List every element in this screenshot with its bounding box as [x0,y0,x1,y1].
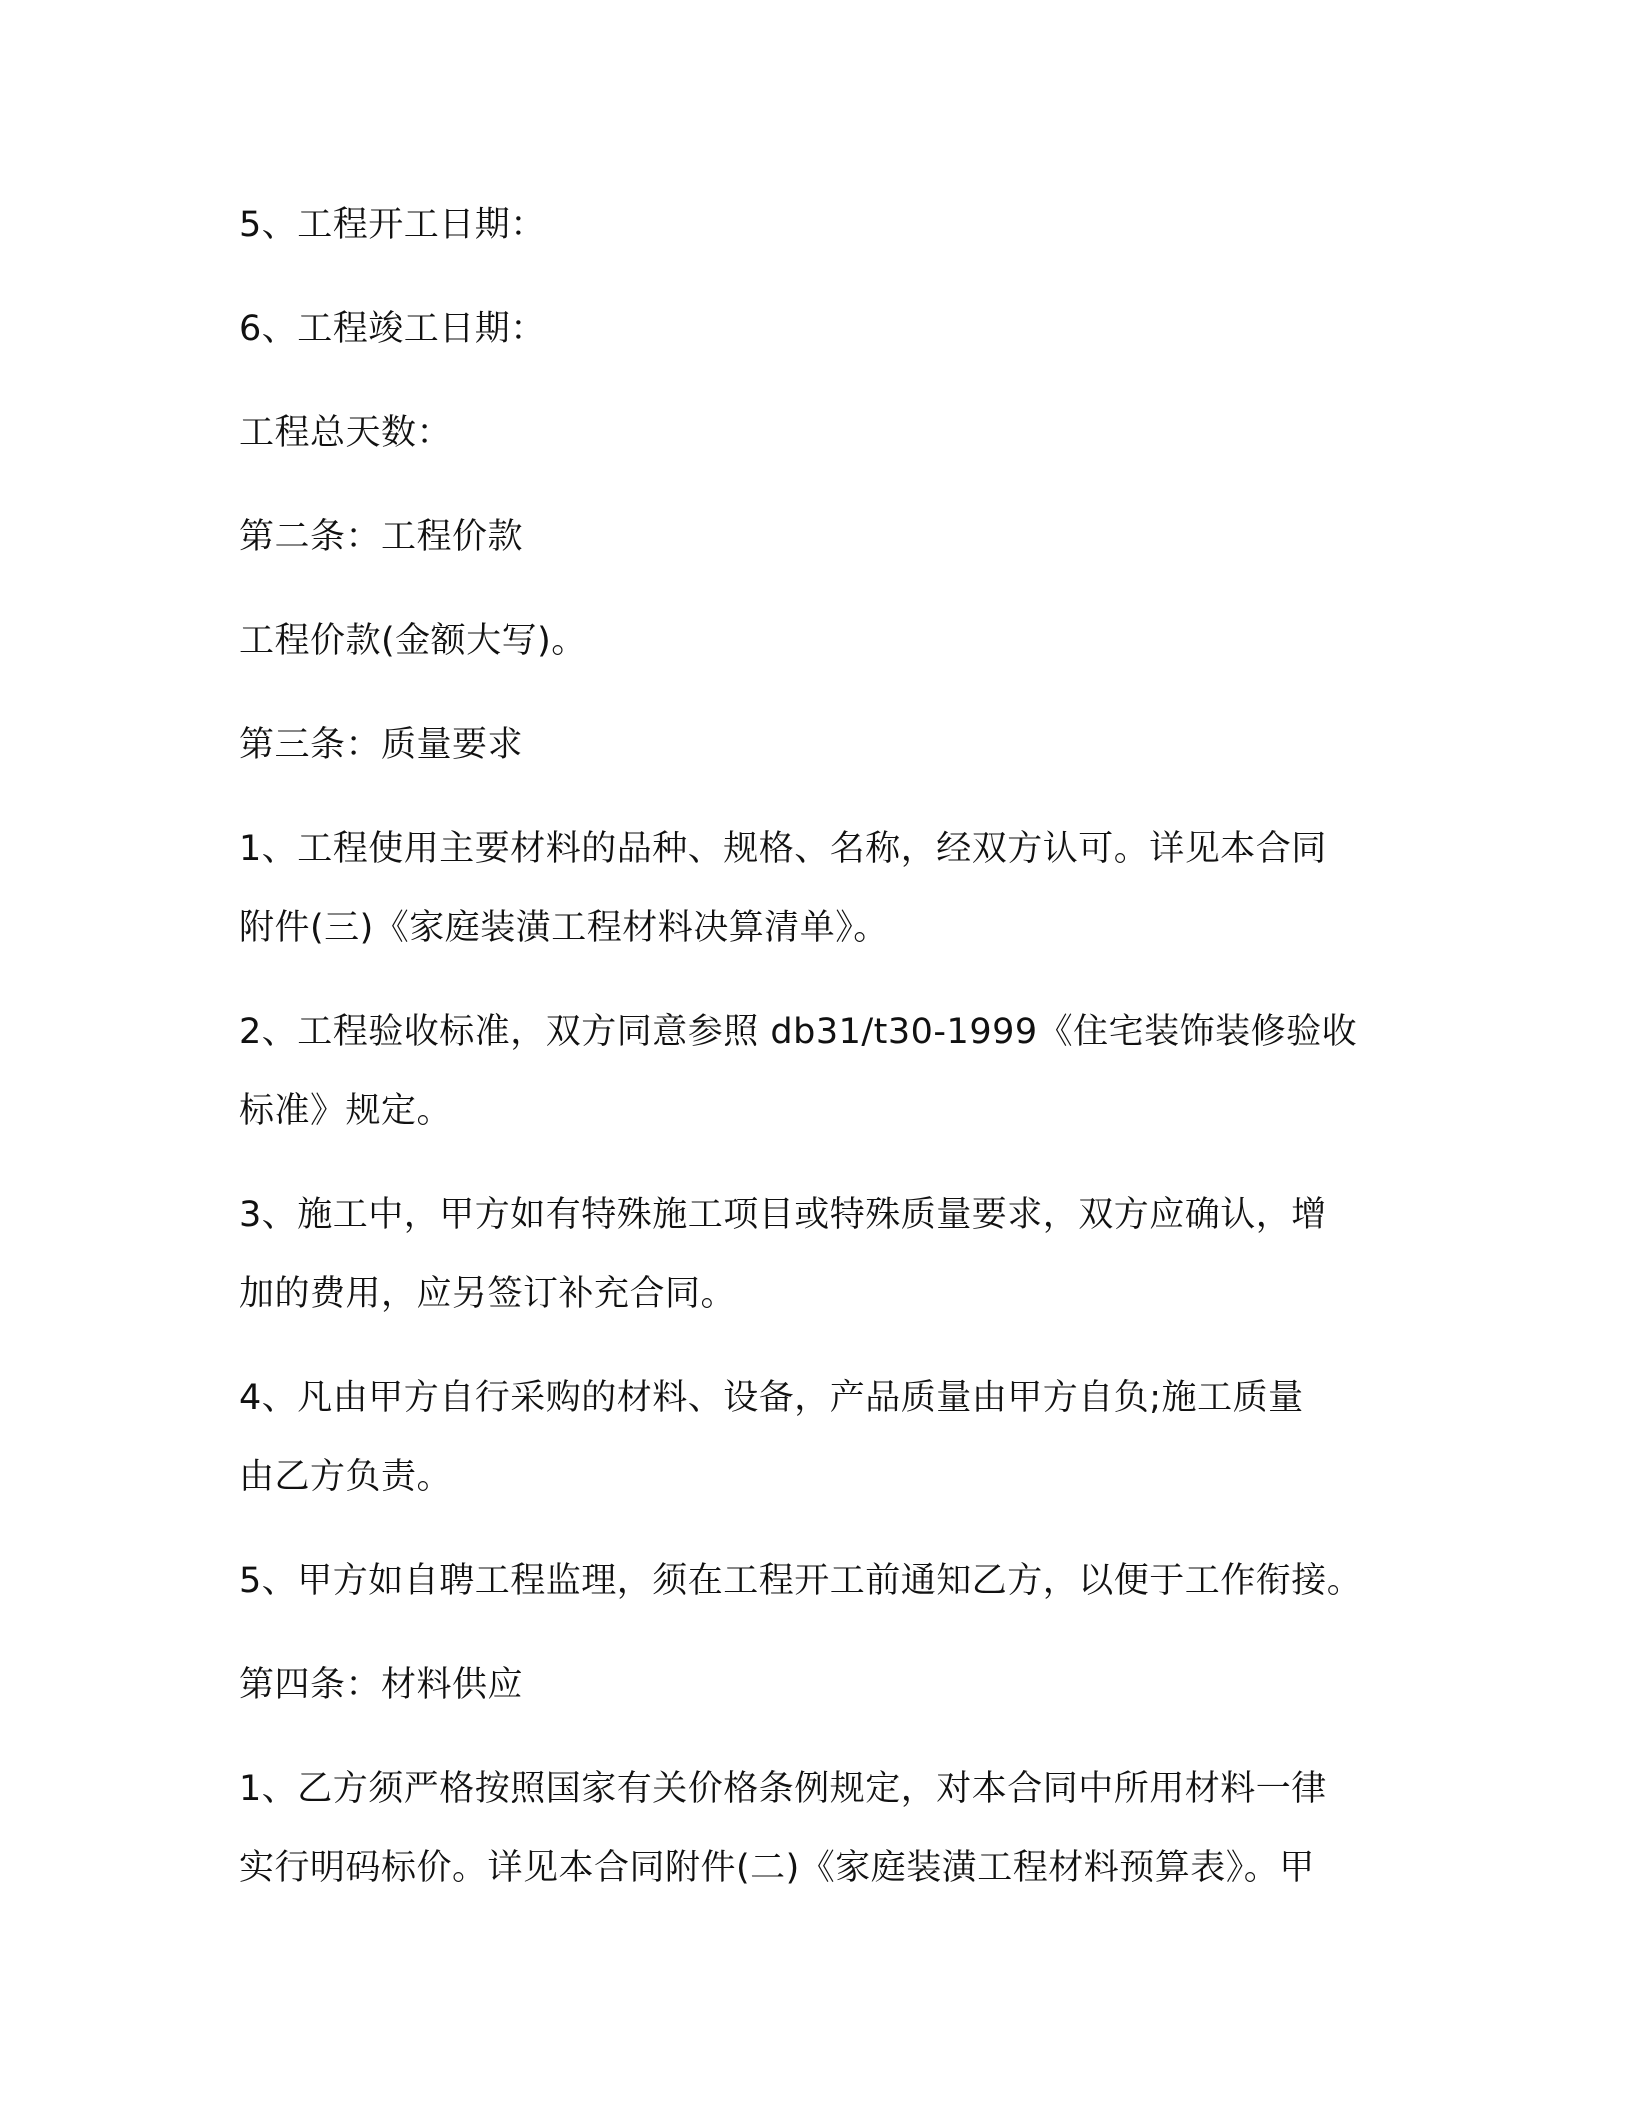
paragraph-quality-4 [239,1359,1419,1517]
paragraph-quality-5 [239,1542,1419,1621]
text-line: 第三条：质量要求 [239,725,524,765]
text-line: 4、凡由甲方自行采购的材料、设备，产品质量由甲方自负;施工质量 [239,1378,1304,1418]
text-line: 加的费用，应另签订补充合同。 [239,1274,737,1314]
text-line: 附件(三)《家庭装潢工程材料决算清单》。 [239,908,889,948]
document-body [239,186,1419,1933]
text-line: 5、甲方如自聘工程监理，须在工程开工前通知乙方，以便于工作衔接。 [239,1561,1363,1601]
text-line: 第二条：工程价款 [239,517,524,557]
text-line: 1、乙方须严格按照国家有关价格条例规定，对本合同中所用材料一律 [239,1769,1327,1809]
text-line: 工程总天数： [239,413,453,453]
text-line: 1、工程使用主要材料的品种、规格、名称，经双方认可。详见本合同 [239,829,1327,869]
paragraph-materials-1 [239,1750,1419,1908]
text-line: 工程价款(金额大写)。 [239,621,587,661]
text-line: 6、工程竣工日期： [239,309,546,349]
text-line: 3、施工中，甲方如有特殊施工项目或特殊质量要求，双方应确认，增 [239,1195,1327,1235]
heading-article-4 [239,1646,1419,1725]
text-line: 标准》规定。 [239,1091,453,1131]
paragraph-total-days [239,394,1419,473]
heading-article-2 [239,498,1419,577]
text-line: 实行明码标价。详见本合同附件(二)《家庭装潢工程材料预算表》。甲 [239,1848,1315,1888]
text-line: 由乙方负责。 [239,1457,453,1497]
text-line: 2、工程验收标准，双方同意参照 db31/t30-1999《住宅装饰装修验收 [239,1012,1358,1052]
paragraph-quality-1 [239,810,1419,968]
paragraph-quality-3 [239,1176,1419,1334]
paragraph-completion-date [239,290,1419,369]
paragraph-quality-2 [239,993,1419,1151]
text-line: 5、工程开工日期： [239,205,546,245]
paragraph-start-date [239,186,1419,265]
paragraph-price [239,602,1419,681]
text-line: 第四条：材料供应 [239,1665,524,1705]
heading-article-3 [239,706,1419,785]
